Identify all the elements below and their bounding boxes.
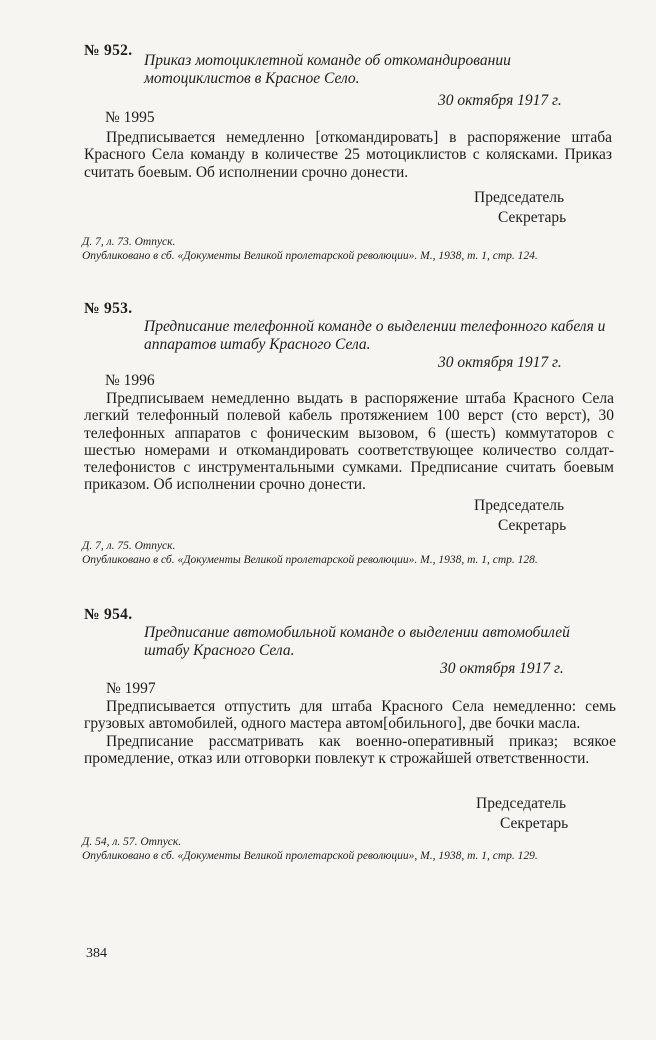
archive-reference: Д. 7, л. 75. Отпуск. [82,540,176,552]
publication-reference: Опубликовано в сб. «Документы Великой пролетарской революции». М., 1938, т. 1, стр. 128. [82,553,538,566]
document-number: № 954. [84,606,133,623]
document-number: № 952. [84,42,133,59]
order-number: № 1996 [105,372,155,389]
order-paragraph: Предписываем немедленно выдать в распоряжение штаба Красного Села легкий телефонный полевой кабель протяжением 100 верст (сто верст), 30 телефонных аппаратов с фоническим вызовом, 6 (шесть) коммутаторов с шестью номерами и откомандировать соответствующее количество солдат-телефонистов с инструментальными сумками. Предписание считать боевым приказом. Об исполнении срочно донести. [84,390,614,494]
page-number: 384 [86,946,107,961]
document-heading: Приказ мотоциклетной команде об откомандировании мотоциклистов в Красное Село. [144,52,511,87]
signature-secretary: Секретарь [498,517,567,534]
document-date: 30 октября 1917 г. [438,354,562,371]
publication-reference: Опубликовано в сб. «Документы Великой пролетарской революции». М., 1938, т. 1, стр. 124. [82,249,538,262]
order-text [84,698,616,767]
order-paragraph: Предписание рассматривать как военно-оперативный приказ; всякое промедление, отказ или отговорки повлекут к строжайшей ответственности. [84,732,616,767]
order-paragraph: Предписывается немедленно [откомандировать] в распоряжение штаба Красного Села команду в количестве 25 мотоциклистов с колясками. Приказ считать боевым. Об исполнении срочно донести. [84,129,612,181]
order-number: № 1995 [105,109,155,126]
signature-chairman: Председатель [474,189,565,206]
signature-chairman: Председатель [476,795,567,812]
document-date: 30 октября 1917 г. [438,92,562,109]
archive-reference: Д. 54, л. 57. Отпуск. [82,836,182,848]
document-heading: Предписание автомобильной команде о выделении автомобилей штабу Красного Села. [144,624,570,659]
signature-block [476,794,568,834]
order-number: № 1997 [106,680,156,697]
source-note [82,540,612,567]
document-date: 30 октября 1917 г. [440,660,564,677]
source-note [82,836,614,863]
signature-chairman: Председатель [474,497,565,514]
order-text [84,390,614,494]
signature-secretary: Секретарь [500,815,569,832]
order-text [84,129,612,181]
signature-secretary: Секретарь [498,209,567,226]
signature-block [474,188,566,228]
source-note [82,236,610,263]
document-heading: Предписание телефонной команде о выделении телефонного кабеля и аппаратов штабу Красного Села. [144,318,606,353]
signature-block [474,496,566,536]
order-paragraph: Предписывается отпустить для штаба Красного Села немедленно: семь грузовых автомобилей, одного мастера автом[обильного], две бочки масла. [84,698,616,733]
publication-reference: Опубликовано в сб. «Документы Великой пролетарской революции», М., 1938, т. 1, стр. 129. [82,849,538,862]
document-number: № 953. [84,300,133,317]
archive-reference: Д. 7, л. 73. Отпуск. [82,236,176,248]
